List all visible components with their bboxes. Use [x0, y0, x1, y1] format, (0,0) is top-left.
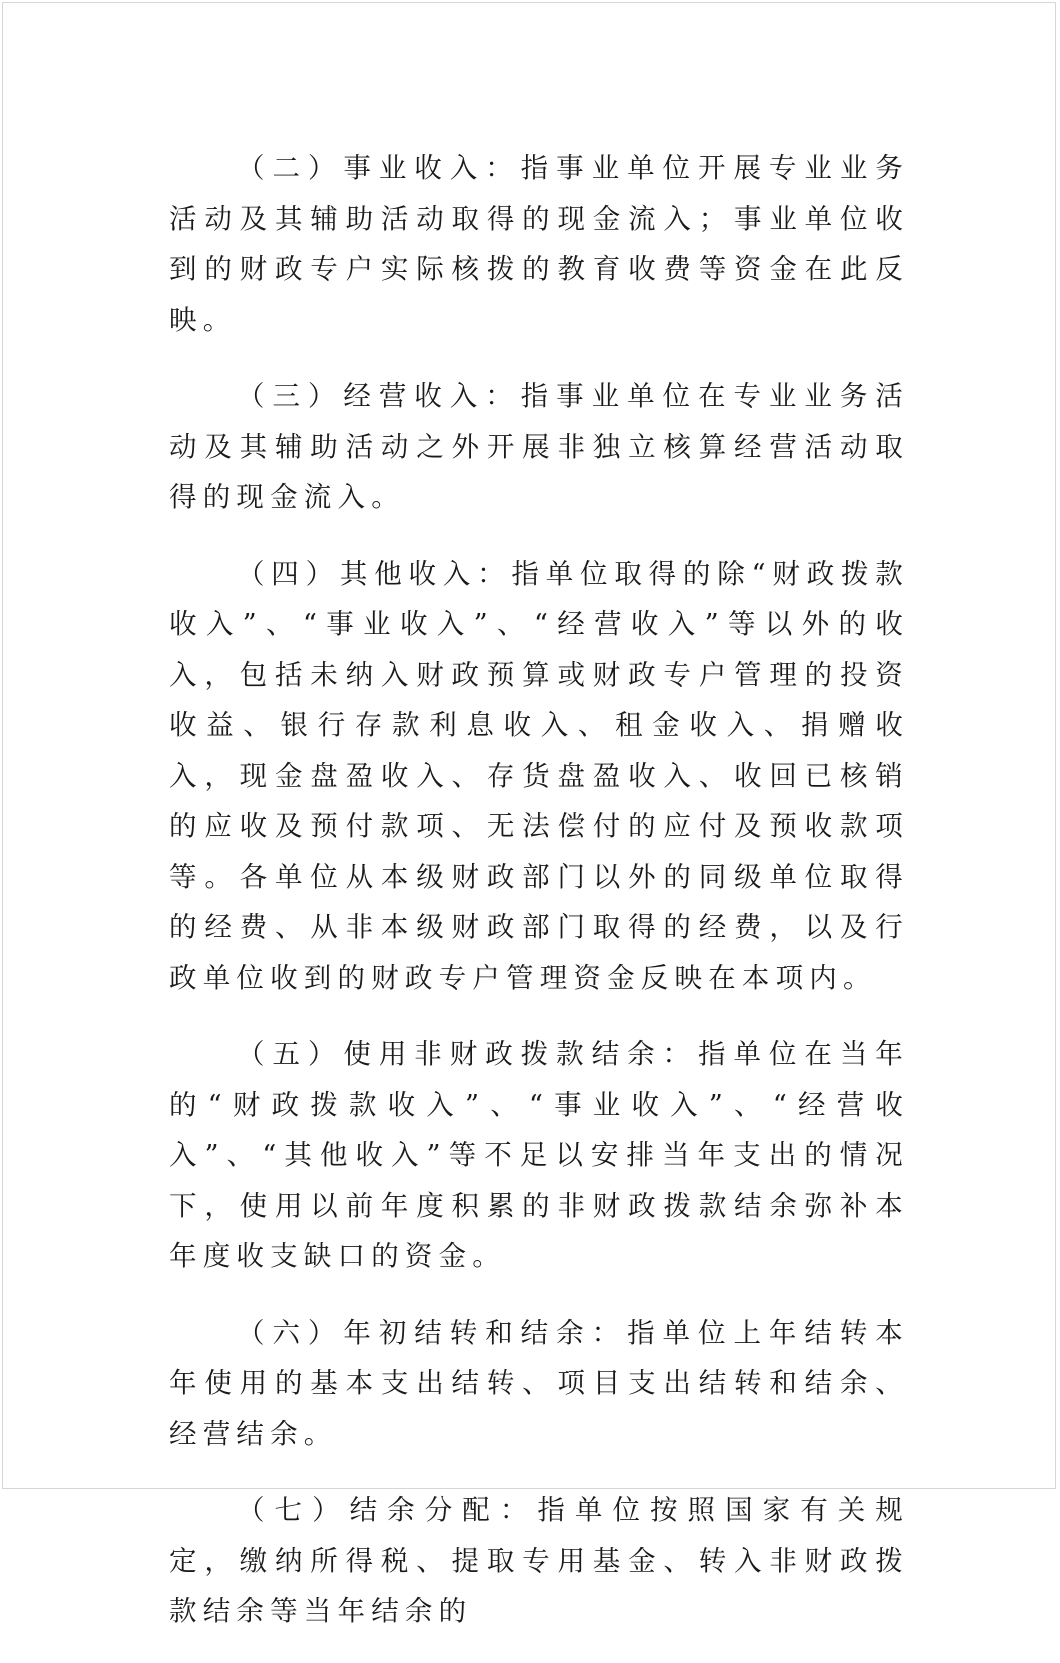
paragraph-surplus-distribution: （七）结余分配：指单位按照国家有关规定，缴纳所得税、提取专用基金、转入非财政拨款结余等当年结余的: [169, 1494, 909, 1627]
paragraph-operating-income: （三）经营收入：指事业单位在专业业务活动及其辅助活动之外开展非独立核算经营活动取得的现金流入。: [169, 380, 909, 513]
document-body: [169, 143, 909, 1663]
paragraph-opening-balance: （六）年初结转和结余：指单位上年结转本年使用的基本支出结转、项目支出结转和结余、经营结余。: [169, 1316, 909, 1450]
document-page: [2, 2, 1056, 1627]
paragraph-other-income: （四）其他收入：指单位取得的除“财政拨款收入”、“事业收入”、“经营收入”等以外的收入，包括未纳入财政预算或财政专户管理的投资收益、银行存款利息收入、租金收入、捐赠收入，现金盘盈收入、存货盘盈收入、收回已核销的应收及预付款项、无法偿付的应付及预收款项等。各单位从本级财政部门以外的同级单位取得的经费、从非本级财政部门取得的经费，以及行政单位收到的财政专户管理资金反映在本项内。: [169, 557, 909, 994]
paragraph-non-fiscal-balance: （五）使用非财政拨款结余：指单位在当年的“财政拨款收入”、“事业收入”、“经营收入”、“其他收入”等不足以安排当年支出的情况下，使用以前年度积累的非财政拨款结余弥补本年度收支缺口的资金。: [169, 1038, 909, 1272]
paragraph-business-income: （二）事业收入：指事业单位开展专业业务活动及其辅助活动取得的现金流入；事业单位收到的财政专户实际核拨的教育收费等资金在此反映。: [169, 152, 909, 336]
